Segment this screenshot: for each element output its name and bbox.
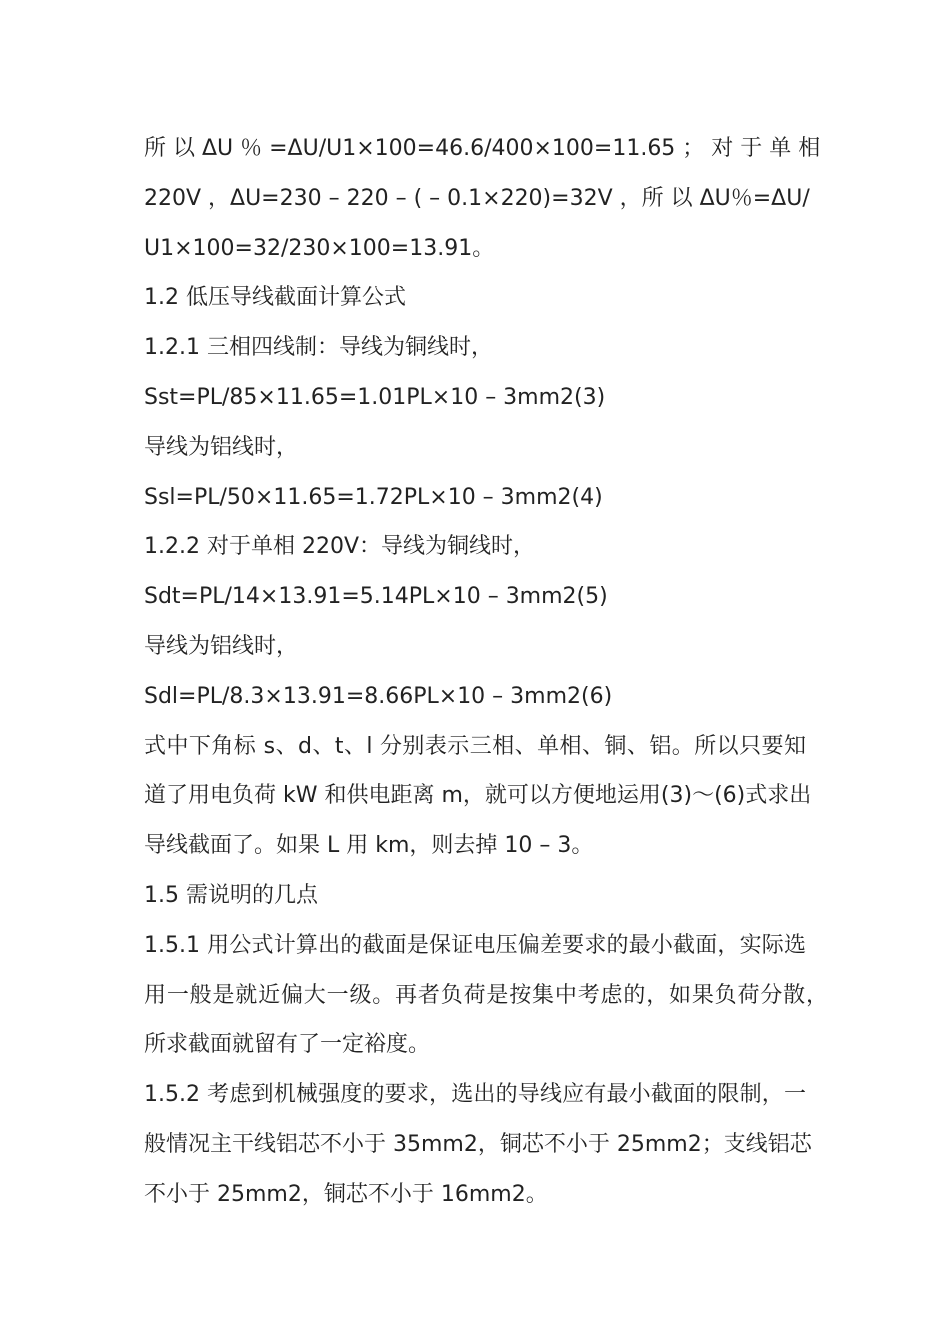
text-line: 1.5.1 用公式计算出的截面是保证电压偏差要求的最小截面，实际选 <box>144 932 806 958</box>
text-line: 所求截面就留有了一定裕度。 <box>144 1032 431 1058</box>
text-line: 导线截面了。如果 L 用 km，则去掉 10 – 3。 <box>144 833 594 859</box>
text-line: 般情况主干线铝芯不小于 35mm2，铜芯不小于 25mm2；支线铝芯 <box>144 1131 812 1157</box>
text-line: 导线为铝线时， <box>144 434 299 460</box>
section-heading: 1.2 低压导线截面计算公式 <box>144 285 406 311</box>
text-line: 用一般是就近偏大一级。再者负荷是按集中考虑的，如果负荷分散， <box>144 982 828 1008</box>
section-heading: 1.5 需说明的几点 <box>144 882 318 908</box>
formula-line: Sst=PL/85×11.65=1.01PL×10 – 3mm2(3) <box>144 384 606 410</box>
subsection-heading: 1.2.1 三相四线制：导线为铜线时， <box>144 335 493 361</box>
subsection-heading: 1.2.2 对于单相 220V：导线为铜线时， <box>144 534 536 560</box>
document-page <box>144 124 834 1220</box>
text-line: 1.5.2 考虑到机械强度的要求，选出的导线应有最小截面的限制，一 <box>144 1082 806 1108</box>
formula-line: Ssl=PL/50×11.65=1.72PL×10 – 3mm2(4) <box>144 484 603 510</box>
text-line: 导线为铝线时， <box>144 633 299 659</box>
text-line: 不小于 25mm2，铜芯不小于 16mm2。 <box>144 1181 548 1207</box>
text-line: 道了用电负荷 kW 和供电距离 m，就可以方便地运用(3)～(6)式求出 <box>144 783 812 809</box>
formula-line: Sdt=PL/14×13.91=5.14PL×10 – 3mm2(5) <box>144 584 608 610</box>
formula-line: Sdl=PL/8.3×13.91=8.66PL×10 – 3mm2(6) <box>144 683 613 709</box>
text-line: 式中下角标 s、d、t、l 分别表示三相、单相、铜、铝。所以只要知 <box>144 733 806 759</box>
text-line: 所 以 ΔU ％ =ΔU/U1×100=46.6/400×100=11.65 ； 对 于 单 相 <box>144 136 821 161</box>
text-line: 220V ，ΔU=230 – 220 – ( – 0.1×220)=32V ，所 以 ΔU％=ΔU/ <box>144 185 810 211</box>
text-line: U1×100=32/230×100=13.91。 <box>144 235 495 261</box>
